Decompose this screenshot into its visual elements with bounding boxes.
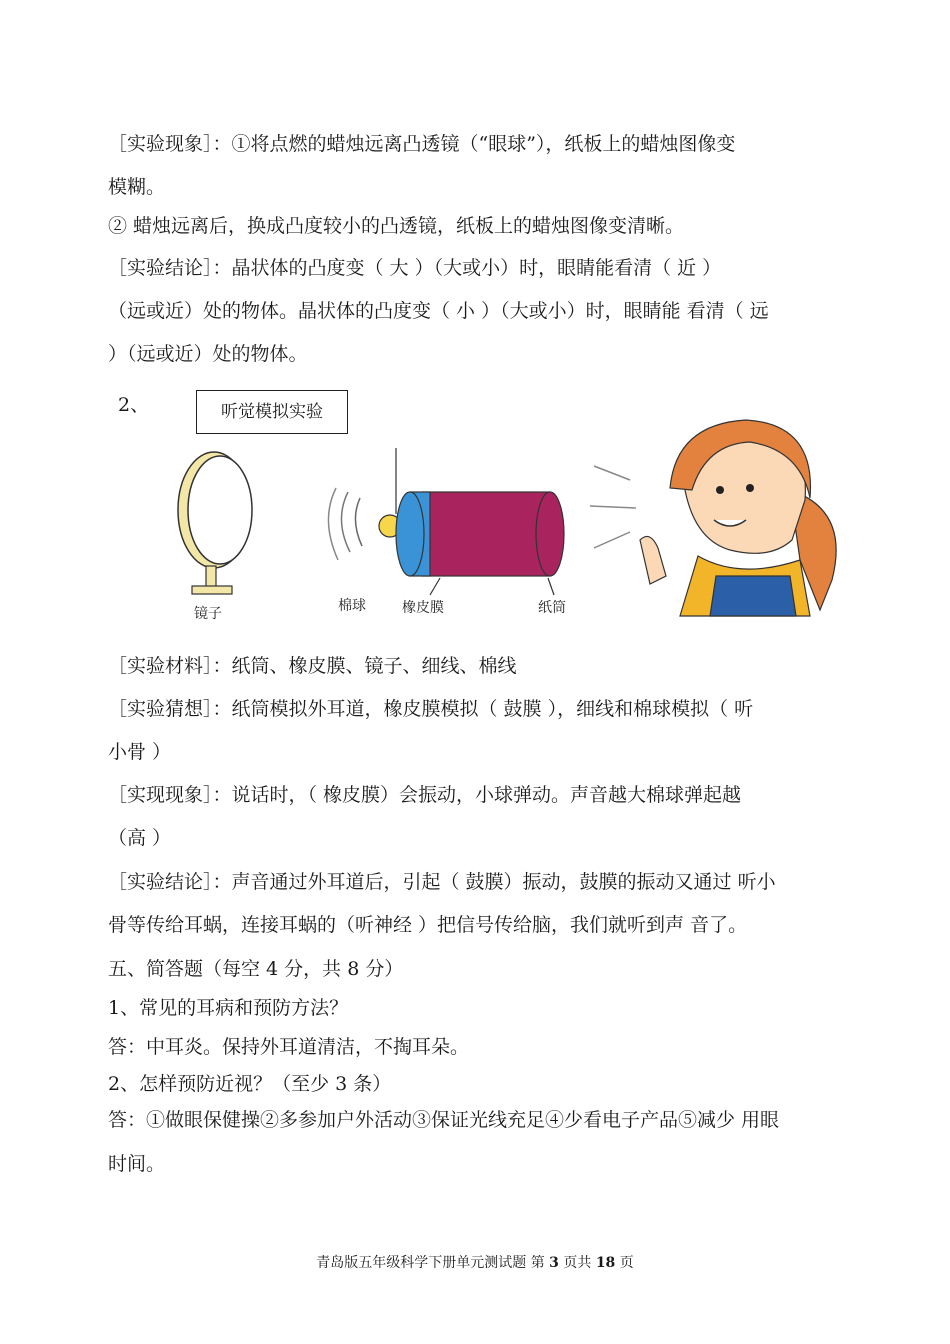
observation-line-3: ② 蜡烛远离后，换成凸度较小的凸透镜，纸板上的蜡烛图像变清晰。	[108, 215, 685, 237]
materials-line: ［实验材料］：纸筒、橡皮膜、镜子、细线、棉线	[108, 655, 517, 677]
sound-wave-lines	[590, 466, 636, 548]
hypothesis-line-2: 小骨 ）	[108, 741, 172, 763]
hearing-experiment-figure	[110, 380, 870, 630]
cotton-ball-illustration	[328, 448, 401, 614]
observation-line-1: ［实验现象］：①将点燃的蜡烛远离凸透镜（“眼球”），纸板上的蜡烛图像变	[108, 133, 736, 155]
phenomenon-line-2: （高 ）	[108, 827, 172, 849]
answer-2-line-2: 时间。	[108, 1153, 166, 1175]
conclusion-line-1: ［实验结论］：晶状体的凸度变（ 大 ）（大或小）时，眼睛能看清（ 近 ）	[108, 257, 722, 279]
mirror-label: 镜子	[194, 606, 222, 622]
figure-title: 听觉模拟实验	[196, 390, 348, 434]
footer-text-after: 页	[615, 1255, 634, 1271]
ear-conclusion-line-2: 骨等传给耳蜗，连接耳蜗的（听神经 ）把信号传给脑，我们就听到声 音了。	[108, 914, 748, 936]
footer-text-mid: 页共	[558, 1255, 596, 1271]
question-1: 1、常见的耳病和预防方法？	[108, 997, 349, 1019]
conclusion-line-2: （远或近）处的物体。晶状体的凸度变（ 小 ）（大或小）时，眼睛能 看清（ 远	[108, 300, 769, 322]
cotton-ball-label: 棉球	[338, 598, 366, 614]
answer-2-line-1: 答：①做眼保健操②多参加户外活动③保证光线充足④少看电子产品⑤减少 用眼	[108, 1109, 780, 1131]
figure-illustration	[110, 380, 870, 630]
page-footer	[0, 1252, 950, 1272]
conclusion-line-3: ）（远或近）处的物体。	[108, 343, 308, 365]
tube-label: 纸筒	[538, 600, 566, 616]
footer-total-pages: 18	[595, 1255, 616, 1271]
observation-line-2: 模糊。	[108, 176, 166, 198]
footer-page-number: 3	[549, 1255, 559, 1271]
membrane-label: 橡皮膜	[402, 600, 444, 616]
footer-text-before: 青岛版五年级科学下册单元测试题 第	[316, 1255, 550, 1271]
question-2: 2、怎样预防近视？（至少 3 条）	[108, 1073, 392, 1095]
girl-illustration	[640, 420, 836, 616]
answer-1: 答：中耳炎。保持外耳道清洁，不掏耳朵。	[108, 1036, 470, 1058]
hypothesis-line-1: ［实验猜想］：纸筒模拟外耳道，橡皮膜模拟（ 鼓膜 ），细线和棉球模拟（ 听	[108, 698, 754, 720]
mirror-illustration	[178, 452, 252, 622]
section-five-heading: 五、简答题（每空 4 分，共 8 分）	[108, 958, 404, 980]
paper-tube-illustration	[396, 492, 566, 616]
ear-conclusion-line-1: ［实验结论］：声音通过外耳道后，引起（ 鼓膜）振动，鼓膜的振动又通过 听小	[108, 871, 776, 893]
figure-number: 2、	[118, 394, 150, 416]
phenomenon-line-1: ［实现现象］：说话时，（ 橡皮膜）会振动，小球弹动。声音越大棉球弹起越	[108, 784, 742, 806]
